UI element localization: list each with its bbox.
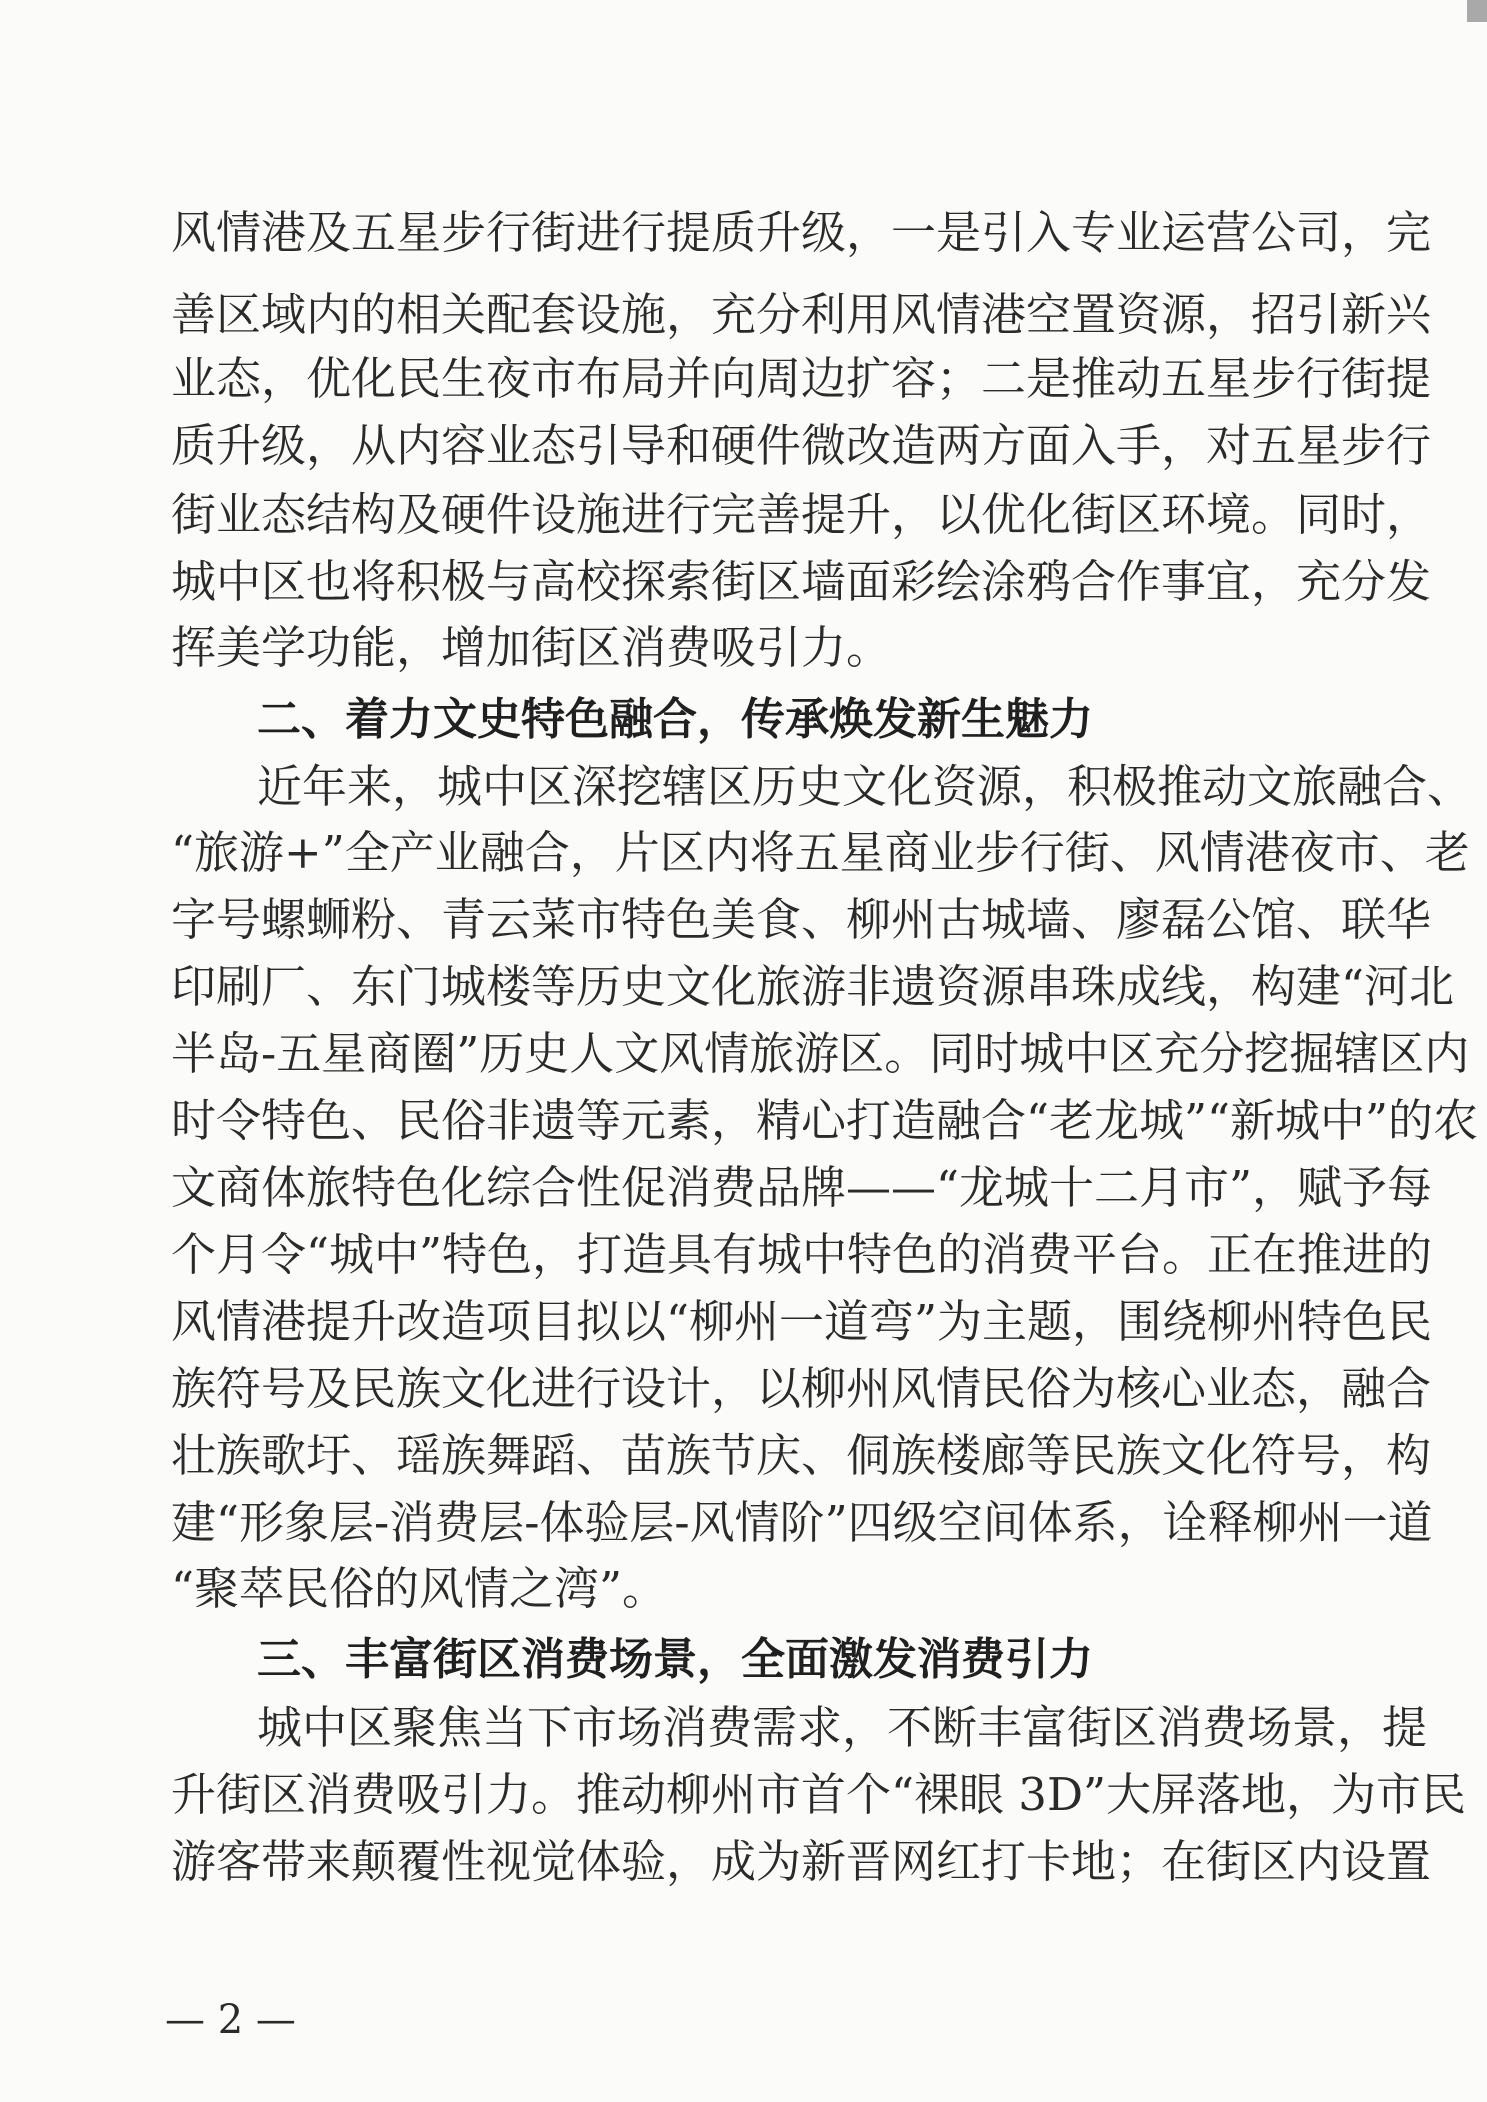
scan-corner-mark xyxy=(1467,0,1487,22)
paragraph-2-line-4: 印刷厂、东门城楼等历史文化旅游非遗资源串珠成线，构建“河北 xyxy=(171,960,1455,1013)
paragraph-2-line-7: 文商体旅特色化综合性促消费品牌——“龙城十二月市”，赋予每 xyxy=(171,1161,1433,1214)
paragraph-2-line-6: 时令特色、民俗非遗等元素，精心打造融合“老龙城”“新城中”的农 xyxy=(171,1094,1479,1147)
paragraph-2-line-11: 壮族歌圩、瑶族舞蹈、苗族节庆、侗族楼廊等民族文化符号，构 xyxy=(171,1429,1432,1482)
paragraph-3-line-1: 城中区聚焦当下市场消费需求，不断丰富街区消费场景，提 xyxy=(257,1701,1428,1754)
paragraph-1-line-6: 城中区也将积极与高校探索街区墙面彩绘涂鸦合作事宜，充分发 xyxy=(171,555,1432,608)
paragraph-3-line-2: 升街区消费吸引力。推动柳州市首个“裸眼 3D”大屏落地，为市民 xyxy=(171,1768,1467,1821)
paragraph-1-line-3: 业态，优化民生夜市布局并向周边扩容；二是推动五星步行街提 xyxy=(171,352,1432,405)
paragraph-2-line-1: 近年来，城中区深挖辖区历史文化资源，积极推动文旅融合、 xyxy=(257,760,1473,813)
paragraph-2-line-9: 风情港提升改造项目拟以“柳州一道弯”为主题，围绕柳州特色民 xyxy=(171,1295,1433,1348)
paragraph-2-line-13: “聚萃民俗的风情之湾”。 xyxy=(171,1562,668,1615)
paragraph-2-line-2: “旅游+”全产业融合，片区内将五星商业步行街、风情港夜市、老 xyxy=(171,826,1470,879)
paragraph-1-line-7: 挥美学功能，增加街区消费吸引力。 xyxy=(171,621,892,674)
paragraph-1-line-5: 街业态结构及硬件设施进行完善提升，以优化街区环境。同时， xyxy=(171,488,1432,541)
paragraph-1-line-2: 善区域内的相关配套设施，充分利用风情港空置资源，招引新兴 xyxy=(171,288,1432,341)
paragraph-3-line-3: 游客带来颠覆性视觉体验，成为新晋网红打卡地；在街区内设置 xyxy=(171,1835,1432,1888)
paragraph-2-line-5: 半岛-五星商圈”历史人文风情旅游区。同时城中区充分挖掘辖区内 xyxy=(171,1027,1470,1080)
paragraph-2-line-12: 建“形象层-消费层-体验层-风情阶”四级空间体系，诠释柳州一道 xyxy=(171,1496,1433,1549)
section-heading-3: 三、丰富街区消费场景，全面激发消费引力 xyxy=(257,1634,1093,1685)
section-heading-2: 二、着力文史特色融合，传承焕发新生魅力 xyxy=(257,694,1093,745)
paragraph-2-line-10: 族符号及民族文化进行设计，以柳州风情民俗为核心业态，融合 xyxy=(171,1362,1432,1415)
paragraph-2-line-8: 个月令“城中”特色，打造具有城中特色的消费平台。正在推进的 xyxy=(171,1228,1433,1281)
paragraph-1-line-1: 风情港及五星步行街进行提质升级，一是引入专业运营公司，完 xyxy=(171,206,1432,259)
page-number: — 2 — xyxy=(165,1997,296,2043)
paragraph-1-line-4: 质升级，从内容业态引导和硬件微改造两方面入手，对五星步行 xyxy=(171,419,1432,472)
paragraph-2-line-3: 字号螺蛳粉、青云菜市特色美食、柳州古城墙、廖磊公馆、联华 xyxy=(171,893,1432,946)
